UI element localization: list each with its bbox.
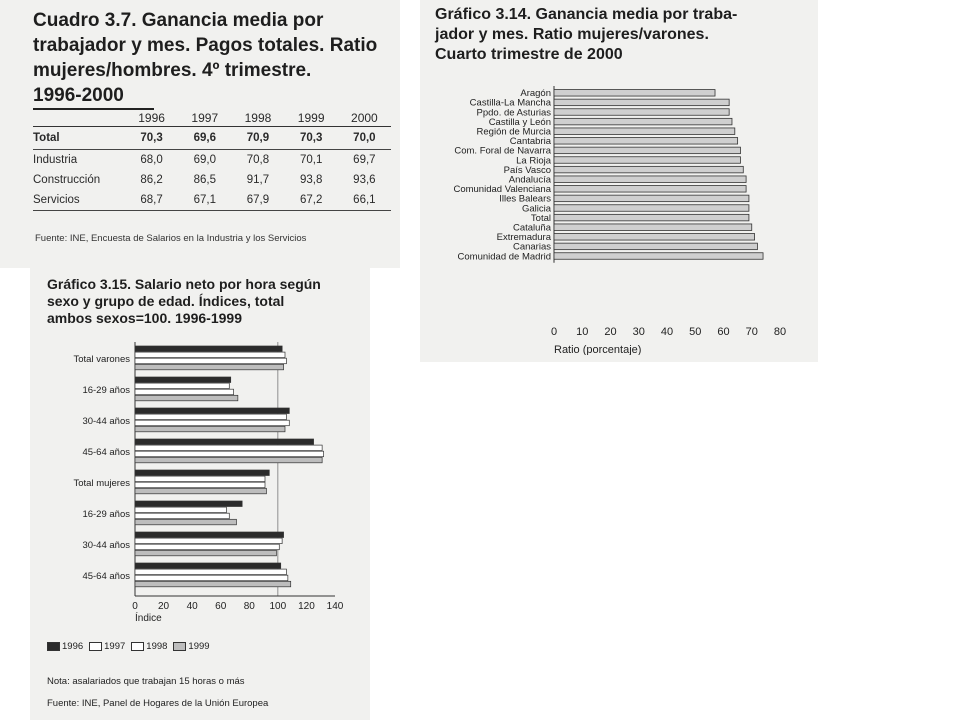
bar xyxy=(135,426,285,432)
table-cell: 67,9 xyxy=(231,190,284,211)
legend-label: 1996 xyxy=(62,641,84,652)
title-line: sexo y grupo de edad. Índices, total xyxy=(47,293,285,309)
tick-label: 10 xyxy=(576,325,589,338)
grafico-3-14-title xyxy=(435,5,815,65)
tick-label: 50 xyxy=(689,325,702,338)
bar xyxy=(135,575,288,581)
bar xyxy=(135,488,266,494)
title-line: Cuarto trimestre de 2000 xyxy=(435,46,623,63)
category-label: Total varones xyxy=(73,354,130,365)
table-cell: 70,3 xyxy=(125,127,178,150)
year-header: 2000 xyxy=(338,111,391,127)
table-cell: 70,8 xyxy=(246,154,270,166)
category-label: Ppdo. de Asturias xyxy=(476,107,551,119)
category-label: 30-44 años xyxy=(82,416,130,427)
title-line: Cuadro 3.7. Ganancia media por xyxy=(33,10,324,31)
bar xyxy=(135,358,286,364)
table-row xyxy=(33,190,391,211)
bar xyxy=(135,538,282,544)
row-label: Industria xyxy=(33,154,78,166)
bar xyxy=(554,224,752,231)
category-label: 16-29 años xyxy=(82,509,130,520)
bar xyxy=(135,457,322,463)
table-cell: 70,9 xyxy=(231,127,284,150)
bar xyxy=(554,176,746,183)
tick-label: 40 xyxy=(660,325,674,338)
bar xyxy=(554,195,749,202)
bar xyxy=(135,439,314,445)
bar xyxy=(135,346,282,352)
bar xyxy=(554,243,757,250)
category-label: Comunidad Valenciana xyxy=(453,184,551,196)
bar xyxy=(135,519,236,525)
cuadro-3-7-title xyxy=(33,8,393,110)
bar xyxy=(554,109,729,116)
bar xyxy=(135,445,322,451)
grafico-3-15-legend xyxy=(47,641,210,652)
tick-label: 60 xyxy=(717,325,730,338)
category-label: 16-29 años xyxy=(82,385,130,396)
bar xyxy=(135,581,291,587)
table-cell: 68,0 xyxy=(140,154,163,166)
category-label: Extremadura xyxy=(496,232,551,244)
title-line: ambos sexos=100. 1996-1999 xyxy=(47,310,242,326)
bar xyxy=(554,166,743,173)
bar xyxy=(554,253,763,260)
bar xyxy=(554,99,729,106)
category-label: País Vasco xyxy=(503,164,551,176)
row-label: Total xyxy=(33,127,125,150)
tick-label: 120 xyxy=(298,601,315,612)
bar xyxy=(135,383,229,389)
bar xyxy=(135,550,276,556)
table-header-empty xyxy=(33,111,125,127)
tick-label: 60 xyxy=(215,601,227,612)
bar xyxy=(554,147,740,154)
bar xyxy=(135,352,285,358)
bar xyxy=(135,532,284,538)
category-label: Región de Murcia xyxy=(476,126,551,138)
year-header: 1997 xyxy=(178,111,231,127)
table-cell: 67,2 xyxy=(285,190,338,211)
table-cell: 67,1 xyxy=(178,190,231,211)
title-line: Gráfico 3.15. Salario neto por hora según xyxy=(47,276,321,292)
legend-swatch xyxy=(47,642,60,651)
category-label: Andalucía xyxy=(508,174,551,186)
grafico-3-15-source: Fuente: INE, Panel de Hogares de la Unión Europea xyxy=(47,698,269,709)
bar xyxy=(135,569,286,575)
title-line: mujeres/hombres. 4º trimestre. xyxy=(33,60,312,81)
table-cell: 70,1 xyxy=(299,154,323,166)
bar xyxy=(135,513,229,519)
title-line: trabajador y mes. Pagos totales. Ratio xyxy=(33,35,378,56)
table-cell: 69,7 xyxy=(353,154,376,166)
category-label: Com. Foral de Navarra xyxy=(454,145,551,157)
bar xyxy=(135,395,238,401)
legend-swatch xyxy=(131,642,144,651)
bar xyxy=(554,138,738,145)
legend-label: 1999 xyxy=(188,641,210,652)
tick-label: 80 xyxy=(243,601,255,612)
bar xyxy=(135,408,289,414)
bar xyxy=(135,501,242,507)
x-axis-label: Ratio (porcentaje) xyxy=(554,343,642,355)
legend-label: 1998 xyxy=(146,641,168,652)
cuadro-3-7-source: Fuente: INE, Encuesta de Salarios en la Industria y los Servicios xyxy=(35,233,307,244)
category-label: Comunidad de Madrid xyxy=(457,251,551,263)
table-row xyxy=(33,170,391,190)
bar xyxy=(135,563,281,569)
category-label: 45-64 años xyxy=(82,571,130,582)
year-header: 1999 xyxy=(285,111,338,127)
row-label: Servicios xyxy=(33,190,125,211)
table-cell: 70,3 xyxy=(285,127,338,150)
category-label: Canarias xyxy=(512,241,551,253)
tick-label: 20 xyxy=(604,325,617,338)
title-line: Gráfico 3.14. Ganancia media por traba- xyxy=(435,6,738,23)
x-axis-label: Índice xyxy=(135,613,162,624)
title-line: 1996-2000 xyxy=(33,83,154,110)
table-cell: 66,1 xyxy=(338,190,391,211)
table-row xyxy=(33,150,391,171)
cuadro-3-7-table xyxy=(33,111,391,211)
legend-swatch xyxy=(173,642,186,651)
table-header-row xyxy=(33,111,391,127)
bar xyxy=(554,214,749,221)
grafico-3-14-chart xyxy=(420,80,800,355)
legend-item xyxy=(131,641,167,652)
tick-label: 80 xyxy=(773,325,787,338)
legend-swatch xyxy=(89,642,102,651)
year-header: 1998 xyxy=(231,111,284,127)
tick-label: 20 xyxy=(158,601,170,612)
tick-label: 140 xyxy=(326,601,344,612)
bar xyxy=(554,234,755,241)
table-cell: 86,5 xyxy=(193,174,216,186)
grafico-3-15-note: Nota: asalariados que trabajan 15 horas o más xyxy=(47,676,245,687)
category-label: Castilla-La Mancha xyxy=(469,97,551,109)
category-label: Galicia xyxy=(521,203,551,215)
table-cell: 68,7 xyxy=(125,190,178,211)
table-cell: 69,6 xyxy=(178,127,231,150)
bar xyxy=(554,128,735,135)
legend-item xyxy=(47,641,83,652)
category-label: La Rioja xyxy=(516,155,551,167)
category-label: Total xyxy=(530,212,551,224)
category-label: Aragón xyxy=(520,88,551,100)
grafico-3-15-title xyxy=(47,276,367,327)
bar xyxy=(135,389,234,395)
table-cell: 93,6 xyxy=(353,174,376,186)
tick-label: 0 xyxy=(550,325,558,338)
row-label: Construcción xyxy=(33,174,101,186)
table-cell: 69,0 xyxy=(193,154,216,166)
category-label: 30-44 años xyxy=(82,540,130,551)
table-cell: 93,8 xyxy=(299,174,323,186)
bar xyxy=(135,507,226,512)
legend-label: 1997 xyxy=(104,641,126,652)
tick-label: 0 xyxy=(132,601,138,612)
title-line: jador y mes. Ratio mujeres/varones. xyxy=(435,26,709,43)
grafico-3-15-chart xyxy=(30,338,360,636)
bar xyxy=(554,90,715,97)
tick-label: 70 xyxy=(745,325,758,338)
bar xyxy=(135,414,286,420)
bar xyxy=(135,377,231,383)
bar xyxy=(135,476,265,482)
tick-label: 30 xyxy=(632,325,645,338)
legend-item xyxy=(89,641,125,652)
bar xyxy=(135,544,279,550)
category-label: Cataluña xyxy=(512,222,551,234)
bar xyxy=(135,420,289,426)
table-cell: 86,2 xyxy=(140,174,163,186)
bar xyxy=(554,118,732,125)
category-label: Total mujeres xyxy=(73,478,130,489)
bar xyxy=(554,157,740,164)
table-cell: 70,0 xyxy=(338,127,391,150)
bar xyxy=(554,205,749,212)
bar xyxy=(135,451,324,457)
tick-label: 100 xyxy=(269,601,287,612)
category-label: Illes Balears xyxy=(499,193,551,205)
bar xyxy=(135,470,269,476)
legend-item xyxy=(173,641,209,652)
table-cell: 91,7 xyxy=(246,174,270,186)
bar xyxy=(135,482,265,488)
bar xyxy=(135,364,284,370)
year-header: 1996 xyxy=(125,111,178,127)
category-label: 45-64 años xyxy=(82,447,130,458)
tick-label: 40 xyxy=(186,601,198,612)
table-row xyxy=(33,127,391,150)
bar xyxy=(554,186,746,193)
category-label: Castilla y León xyxy=(488,116,551,128)
category-label: Cantabria xyxy=(509,136,551,148)
